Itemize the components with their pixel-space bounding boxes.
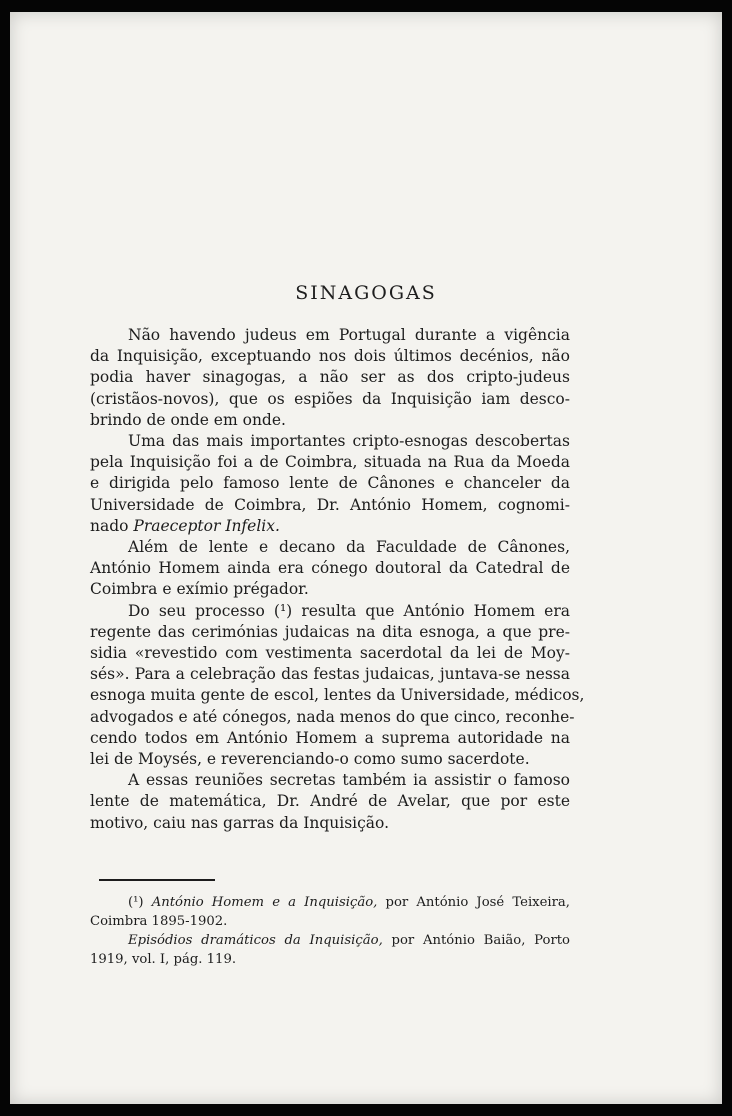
text-line: e dirigida pelo famoso lente de Cânones e chanceler da: [90, 474, 570, 493]
text-line: A essas reuniões secretas também ia assistir o famoso: [128, 771, 570, 790]
footnote-text: por António José Teixeira,: [377, 895, 570, 910]
footnotes: [90, 893, 570, 969]
text-line: Além de lente e decano da Faculdade de Cânones,: [128, 538, 570, 557]
text-line: Do seu processo (¹) resulta que António Homem era: [128, 601, 570, 620]
page-title: SINAGOGAS: [295, 282, 437, 304]
text-line: [90, 516, 570, 537]
footnote-text: por António Baião, Porto: [382, 933, 570, 948]
text-fragment: nado: [90, 516, 134, 535]
text-line: Coimbra e exímio prégador.: [90, 580, 309, 599]
text-line: advogados e até cónegos, nada menos do que cinco, reconhe-: [90, 707, 575, 726]
footnote-divider: [99, 879, 215, 881]
text-line: brindo de onde em onde.: [90, 410, 286, 429]
text-line: lei de Moysés, e reverenciando-o como sumo sacerdote.: [90, 750, 530, 769]
footnote-marker: (¹): [128, 895, 144, 910]
footnote-line: [90, 893, 570, 912]
text-line: da Inquisição, exceptuando nos dois últimos decénios, não: [90, 347, 570, 366]
main-text: [90, 325, 585, 834]
footnote-line: [90, 931, 570, 950]
text-line: Universidade de Coimbra, Dr. António Homem, cognomi-: [90, 495, 570, 514]
italic-nickname: Praeceptor Infelix.: [133, 516, 280, 535]
text-line: esnoga muita gente de escol, lentes da Universidade, médicos,: [90, 686, 585, 705]
text-line: motivo, caiu nas garras da Inquisição.: [90, 813, 390, 832]
text-line: (cristãos-novos), que os espiões da Inquisição iam desco-: [90, 389, 570, 408]
footnote-title: António Homem e a Inquisição,: [151, 895, 378, 910]
text-line: sés». Para a celebração das festas judaicas, juntava-se nessa: [90, 665, 570, 684]
book-page: [10, 12, 722, 1104]
footnote-line: 1919, vol. I, pág. 119.: [90, 952, 237, 967]
footnote-line: Coimbra 1895-1902.: [90, 914, 228, 929]
text-line: podia haver sinagogas, a não ser as dos cripto-judeus: [90, 368, 570, 387]
footnote-title: Episódios dramáticos da Inquisição,: [128, 933, 383, 948]
text-line: Uma das mais importantes cripto-esnogas descobertas: [128, 432, 570, 451]
text-line: pela Inquisição foi a de Coimbra, situada na Rua da Moeda: [90, 453, 570, 472]
text-line: Não havendo judeus em Portugal durante a vigência: [128, 326, 570, 344]
text-line: António Homem ainda era cónego doutoral da Catedral de: [90, 559, 570, 578]
text-line: regente das cerimónias judaicas na dita esnoga, a que pre-: [90, 622, 570, 641]
text-line: cendo todos em António Homem a suprema autoridade na: [90, 728, 570, 747]
text-line: sidia «revestido com vestimenta sacerdotal da lei de Moy-: [90, 644, 570, 663]
text-line: lente de matemática, Dr. André de Avelar, que por este: [90, 792, 570, 811]
